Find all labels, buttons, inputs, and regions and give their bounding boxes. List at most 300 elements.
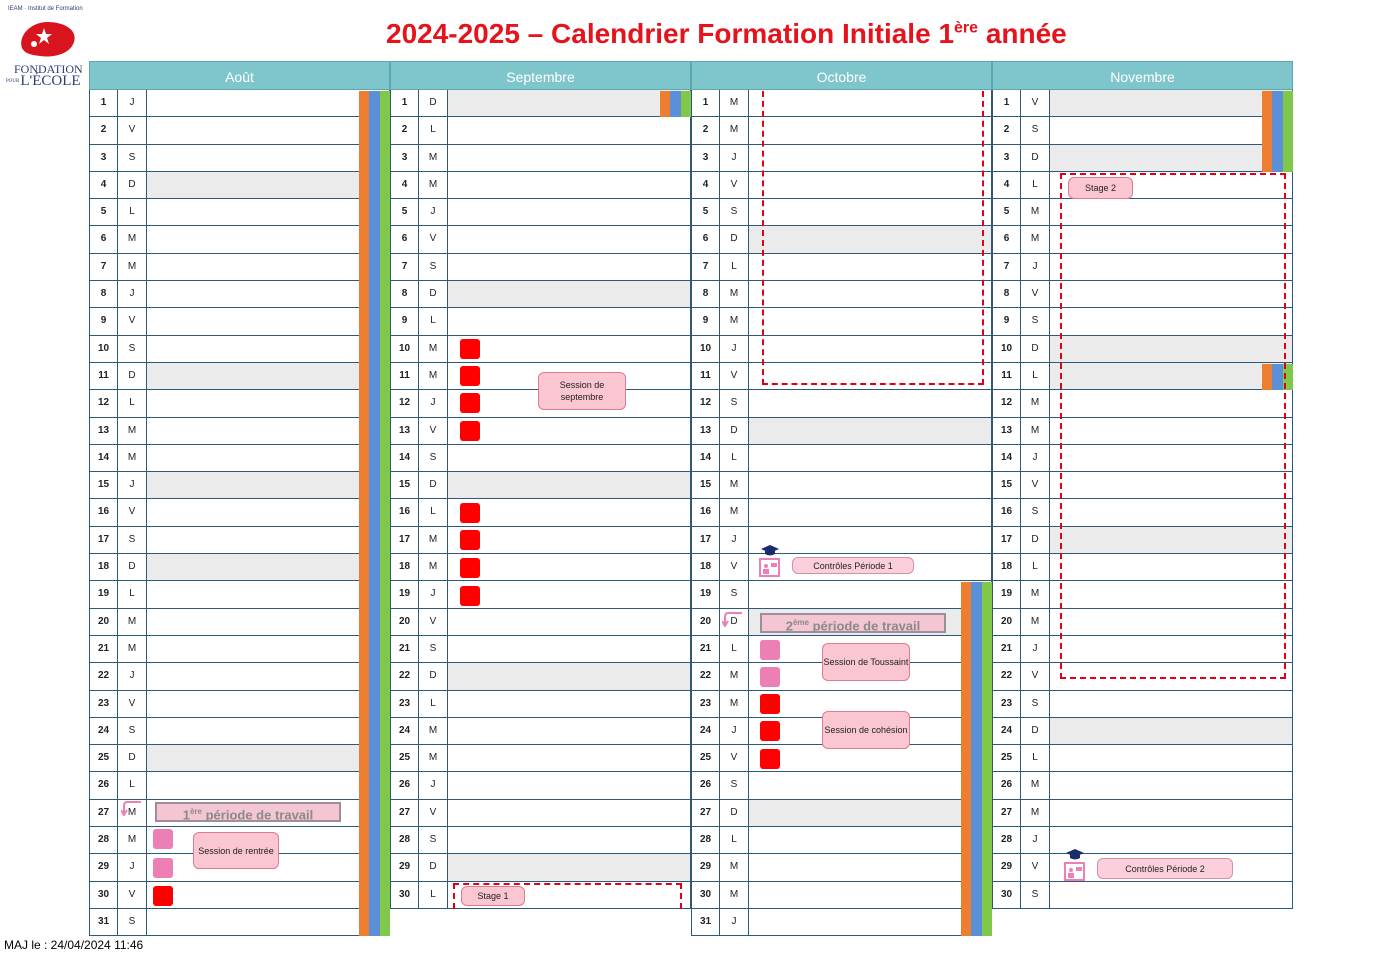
day-letter: D: [419, 90, 448, 116]
day-cell: [448, 854, 691, 880]
periode-1-text: période de travail: [201, 807, 314, 823]
day-letter: M: [419, 336, 448, 362]
day-cell: [448, 718, 691, 744]
day-row: [691, 745, 992, 772]
day-letter: J: [1021, 445, 1050, 471]
day-letter: M: [720, 663, 749, 689]
day-number: 6: [390, 226, 419, 252]
day-letter: L: [118, 390, 147, 416]
session-cohesion-box: Session de cohésion: [822, 711, 910, 749]
day-row: [691, 445, 992, 472]
day-number: 12: [390, 390, 419, 416]
day-cell: [749, 418, 992, 444]
day-row: [390, 800, 691, 827]
day-row: [390, 691, 691, 718]
day-row: [89, 663, 390, 690]
day-number: 30: [390, 882, 419, 908]
day-number: 20: [89, 609, 118, 635]
graduation-cap-icon: [759, 543, 781, 579]
day-number: 16: [992, 499, 1021, 525]
day-cell: [147, 691, 390, 717]
day-number: 25: [992, 745, 1021, 771]
day-letter: V: [419, 226, 448, 252]
day-letter: J: [1021, 636, 1050, 662]
pink-marker-aout-28: [153, 829, 173, 849]
day-cell: [448, 609, 691, 635]
day-letter: L: [720, 827, 749, 853]
day-row: [390, 718, 691, 745]
day-number: 21: [992, 636, 1021, 662]
day-row: [992, 827, 1293, 854]
day-cell: [147, 745, 390, 771]
day-row: [390, 581, 691, 608]
day-cell: [147, 499, 390, 525]
day-number: 1: [992, 90, 1021, 116]
day-letter: M: [419, 145, 448, 171]
day-row: [992, 745, 1293, 772]
day-cell: [1050, 117, 1293, 143]
day-cell: [147, 172, 390, 198]
day-cell: [147, 336, 390, 362]
day-row: [390, 499, 691, 526]
day-row: [390, 254, 691, 281]
day-row: [89, 418, 390, 445]
day-number: 29: [390, 854, 419, 880]
day-letter: V: [118, 308, 147, 334]
day-row: [89, 909, 390, 936]
day-number: 13: [390, 418, 419, 444]
day-letter: S: [1021, 499, 1050, 525]
session-rentree-box: Session de rentrée: [193, 832, 279, 869]
day-number: 25: [89, 745, 118, 771]
day-letter: D: [419, 854, 448, 880]
day-letter: J: [118, 472, 147, 498]
day-row: [992, 718, 1293, 745]
day-letter: L: [118, 772, 147, 798]
day-number: 10: [691, 336, 720, 362]
day-cell: [147, 90, 390, 116]
day-number: 16: [89, 499, 118, 525]
day-number: 19: [89, 581, 118, 607]
day-number: 8: [992, 281, 1021, 307]
day-letter: S: [1021, 882, 1050, 908]
day-letter: S: [419, 254, 448, 280]
day-number: 2: [89, 117, 118, 143]
day-cell: [448, 172, 691, 198]
day-number: 24: [691, 718, 720, 744]
day-letter: L: [1021, 172, 1050, 198]
day-cell: [448, 800, 691, 826]
day-cell: [1050, 827, 1293, 853]
day-cell: [147, 418, 390, 444]
day-number: 21: [390, 636, 419, 662]
graduation-cap-icon: [1064, 847, 1086, 883]
day-letter: V: [1021, 281, 1050, 307]
session-toussaint-box: Session de Toussaint: [822, 643, 910, 681]
day-cell: [749, 854, 992, 880]
day-row: [390, 609, 691, 636]
day-cell: [448, 254, 691, 280]
day-letter: L: [720, 254, 749, 280]
day-number: 2: [691, 117, 720, 143]
day-letter: S: [1021, 117, 1050, 143]
day-letter: D: [118, 363, 147, 389]
day-cell: [749, 472, 992, 498]
day-row: [390, 418, 691, 445]
day-number: 19: [691, 581, 720, 607]
pink-marker-aout-29: [153, 858, 173, 878]
day-number: 10: [390, 336, 419, 362]
day-letter: D: [419, 281, 448, 307]
day-letter: L: [1021, 363, 1050, 389]
day-number: 9: [992, 308, 1021, 334]
day-cell: [448, 418, 691, 444]
day-cell: [448, 117, 691, 143]
day-number: 15: [691, 472, 720, 498]
day-number: 13: [691, 418, 720, 444]
day-letter: M: [118, 636, 147, 662]
day-cell: [749, 581, 992, 607]
day-row: [89, 745, 390, 772]
day-letter: L: [118, 199, 147, 225]
day-letter: D: [118, 745, 147, 771]
day-cell: [448, 827, 691, 853]
day-cell: [147, 581, 390, 607]
day-number: 17: [390, 527, 419, 553]
day-row: [390, 308, 691, 335]
logo-line-fondation: FONDATION: [14, 62, 83, 76]
day-row: [390, 445, 691, 472]
octobre-dashed-zone: [762, 91, 984, 385]
month-header: Septembre: [390, 61, 691, 90]
day-letter: J: [118, 90, 147, 116]
day-cell: [749, 800, 992, 826]
title-sup: ère: [954, 19, 979, 37]
day-row: [992, 117, 1293, 144]
day-letter: V: [720, 172, 749, 198]
day-cell: [448, 745, 691, 771]
day-cell: [749, 499, 992, 525]
day-letter: J: [720, 145, 749, 171]
day-letter: L: [419, 499, 448, 525]
day-number: 15: [992, 472, 1021, 498]
day-number: 23: [691, 691, 720, 717]
day-number: 4: [691, 172, 720, 198]
day-letter: D: [720, 800, 749, 826]
day-letter: M: [419, 718, 448, 744]
day-number: 8: [89, 281, 118, 307]
day-cell: [147, 882, 390, 908]
day-number: 3: [691, 145, 720, 171]
day-row: [691, 499, 992, 526]
day-number: 25: [390, 745, 419, 771]
day-letter: S: [1021, 308, 1050, 334]
red-marker-oct-24: [760, 721, 780, 741]
day-cell: [147, 445, 390, 471]
day-letter: V: [1021, 472, 1050, 498]
day-letter: V: [720, 363, 749, 389]
day-letter: M: [118, 445, 147, 471]
day-number: 28: [992, 827, 1021, 853]
day-row: [691, 472, 992, 499]
day-cell: [147, 308, 390, 334]
day-row: [89, 226, 390, 253]
day-number: 5: [992, 199, 1021, 225]
day-letter: V: [1021, 854, 1050, 880]
day-letter: M: [720, 472, 749, 498]
day-letter: L: [118, 581, 147, 607]
day-cell: [147, 527, 390, 553]
day-row: [390, 554, 691, 581]
day-number: 5: [691, 199, 720, 225]
day-number: 17: [992, 527, 1021, 553]
day-letter: S: [118, 718, 147, 744]
day-cell: [147, 636, 390, 662]
day-row: [691, 527, 992, 554]
period-bars-sept-1: [660, 91, 691, 117]
day-letter: J: [720, 718, 749, 744]
day-row: [390, 663, 691, 690]
day-number: 14: [390, 445, 419, 471]
day-letter: M: [118, 254, 147, 280]
day-row: [691, 390, 992, 417]
day-row: [691, 772, 992, 799]
day-letter: S: [419, 445, 448, 471]
day-letter: D: [1021, 527, 1050, 553]
day-letter: J: [720, 527, 749, 553]
day-number: 25: [691, 745, 720, 771]
periode-1-sup: ère: [189, 807, 202, 816]
day-letter: M: [720, 882, 749, 908]
day-number: 27: [89, 800, 118, 826]
day-row: [992, 90, 1293, 117]
day-cell: [147, 663, 390, 689]
day-letter: S: [720, 199, 749, 225]
day-number: 22: [992, 663, 1021, 689]
day-letter: M: [118, 609, 147, 635]
day-cell: [448, 308, 691, 334]
day-row: [390, 772, 691, 799]
logo-ecole: L'ÉCOLE: [20, 73, 81, 89]
day-letter: M: [419, 172, 448, 198]
period-bars-aout: [359, 91, 390, 936]
day-letter: S: [720, 581, 749, 607]
day-number: 19: [992, 581, 1021, 607]
day-letter: M: [720, 281, 749, 307]
day-letter: D: [1021, 145, 1050, 171]
day-cell: [749, 390, 992, 416]
day-cell: [749, 772, 992, 798]
day-number: 26: [390, 772, 419, 798]
day-letter: D: [720, 418, 749, 444]
day-cell: [1050, 745, 1293, 771]
day-cell: [1050, 772, 1293, 798]
day-cell: [147, 390, 390, 416]
day-number: 19: [390, 581, 419, 607]
day-row: [390, 336, 691, 363]
periode-2-text: période de travail: [808, 618, 921, 634]
day-number: 7: [390, 254, 419, 280]
day-number: 7: [992, 254, 1021, 280]
day-letter: D: [720, 226, 749, 252]
stage-1-box: Stage 1: [461, 886, 525, 906]
day-letter: L: [419, 691, 448, 717]
day-number: 7: [89, 254, 118, 280]
day-number: 17: [89, 527, 118, 553]
day-letter: J: [720, 909, 749, 935]
day-number: 22: [691, 663, 720, 689]
day-number: 20: [992, 609, 1021, 635]
day-letter: J: [118, 281, 147, 307]
day-number: 14: [89, 445, 118, 471]
day-cell: [1050, 145, 1293, 171]
day-row: [992, 800, 1293, 827]
day-row: [89, 527, 390, 554]
day-letter: M: [1021, 226, 1050, 252]
day-letter: J: [118, 663, 147, 689]
day-letter: V: [419, 609, 448, 635]
period-bars-nov-1: [1262, 91, 1293, 172]
day-row: [89, 499, 390, 526]
day-number: 1: [390, 90, 419, 116]
day-row: [390, 117, 691, 144]
day-number: 9: [691, 308, 720, 334]
day-number: 10: [992, 336, 1021, 362]
pink-marker-oct-22: [760, 667, 780, 687]
day-number: 18: [691, 554, 720, 580]
day-number: 31: [691, 909, 720, 935]
day-row: [89, 199, 390, 226]
day-number: 3: [89, 145, 118, 171]
day-number: 28: [89, 827, 118, 853]
day-number: 6: [691, 226, 720, 252]
day-row: [89, 636, 390, 663]
controles-periode-1-box: Contrôles Période 1: [792, 557, 914, 574]
periode-2-num: 2: [785, 618, 793, 634]
day-row: [89, 718, 390, 745]
red-marker-sept-18: [460, 558, 480, 578]
day-row: [390, 854, 691, 881]
curved-arrow-icon: [722, 611, 744, 627]
last-updated-footer: MAJ le : 24/04/2024 11:46: [4, 938, 144, 952]
day-row: [691, 800, 992, 827]
day-number: 4: [992, 172, 1021, 198]
day-letter: S: [118, 336, 147, 362]
day-number: 16: [691, 499, 720, 525]
stage-2-zone: [1060, 173, 1286, 679]
month-column: [390, 61, 691, 909]
day-number: 22: [390, 663, 419, 689]
day-letter: M: [1021, 199, 1050, 225]
day-letter: L: [419, 882, 448, 908]
day-number: 30: [992, 882, 1021, 908]
day-letter: L: [720, 445, 749, 471]
day-row: [691, 854, 992, 881]
logo-pour: POUR: [6, 79, 20, 85]
day-letter: J: [419, 581, 448, 607]
day-number: 8: [390, 281, 419, 307]
day-letter: D: [1021, 718, 1050, 744]
day-letter: M: [118, 418, 147, 444]
day-letter: M: [720, 854, 749, 880]
day-number: 7: [691, 254, 720, 280]
day-row: [992, 772, 1293, 799]
day-number: 20: [390, 609, 419, 635]
periode-1-banner: [155, 802, 341, 822]
day-number: 26: [691, 772, 720, 798]
red-marker-aout-30: [153, 886, 173, 906]
day-cell: [448, 336, 691, 362]
day-letter: M: [118, 827, 147, 853]
day-letter: M: [419, 363, 448, 389]
day-cell: [448, 554, 691, 580]
day-cell: [147, 117, 390, 143]
day-row: [89, 772, 390, 799]
day-letter: J: [1021, 254, 1050, 280]
day-letter: S: [118, 909, 147, 935]
red-marker-sept-16: [460, 503, 480, 523]
day-letter: V: [118, 499, 147, 525]
day-cell: [448, 281, 691, 307]
periode-2-banner: [760, 613, 946, 633]
day-number: 23: [992, 691, 1021, 717]
page-title: [386, 18, 1067, 50]
day-cell: [147, 554, 390, 580]
logo-arc-text: IEAM · Institut de Formation: [8, 6, 83, 12]
day-letter: V: [419, 800, 448, 826]
day-cell: [749, 882, 992, 908]
day-letter: M: [1021, 390, 1050, 416]
day-number: 8: [691, 281, 720, 307]
day-row: [390, 636, 691, 663]
day-row: [89, 445, 390, 472]
day-letter: S: [419, 827, 448, 853]
day-cell: [448, 691, 691, 717]
day-number: 21: [691, 636, 720, 662]
day-number: 9: [390, 308, 419, 334]
pink-marker-oct-21: [760, 640, 780, 660]
controles-periode-2-box: Contrôles Période 2: [1097, 858, 1233, 879]
day-number: 3: [992, 145, 1021, 171]
day-letter: M: [720, 117, 749, 143]
day-cell: [448, 199, 691, 225]
day-letter: S: [419, 636, 448, 662]
red-marker-oct-25: [760, 749, 780, 769]
day-number: 12: [992, 390, 1021, 416]
day-letter: V: [1021, 663, 1050, 689]
day-letter: M: [720, 499, 749, 525]
day-cell: [448, 663, 691, 689]
day-cell: [147, 718, 390, 744]
day-letter: M: [118, 226, 147, 252]
day-number: 24: [89, 718, 118, 744]
day-row: [390, 226, 691, 253]
day-row: [390, 472, 691, 499]
day-cell: [1050, 90, 1293, 116]
day-letter: D: [118, 554, 147, 580]
day-row: [89, 308, 390, 335]
day-row: [89, 254, 390, 281]
day-row: [89, 363, 390, 390]
day-number: 4: [89, 172, 118, 198]
day-letter: V: [1021, 90, 1050, 116]
day-cell: [147, 909, 390, 935]
day-cell: [147, 199, 390, 225]
logo-emblem-icon: [16, 18, 80, 60]
day-number: 26: [89, 772, 118, 798]
day-row: [691, 827, 992, 854]
day-number: 14: [691, 445, 720, 471]
